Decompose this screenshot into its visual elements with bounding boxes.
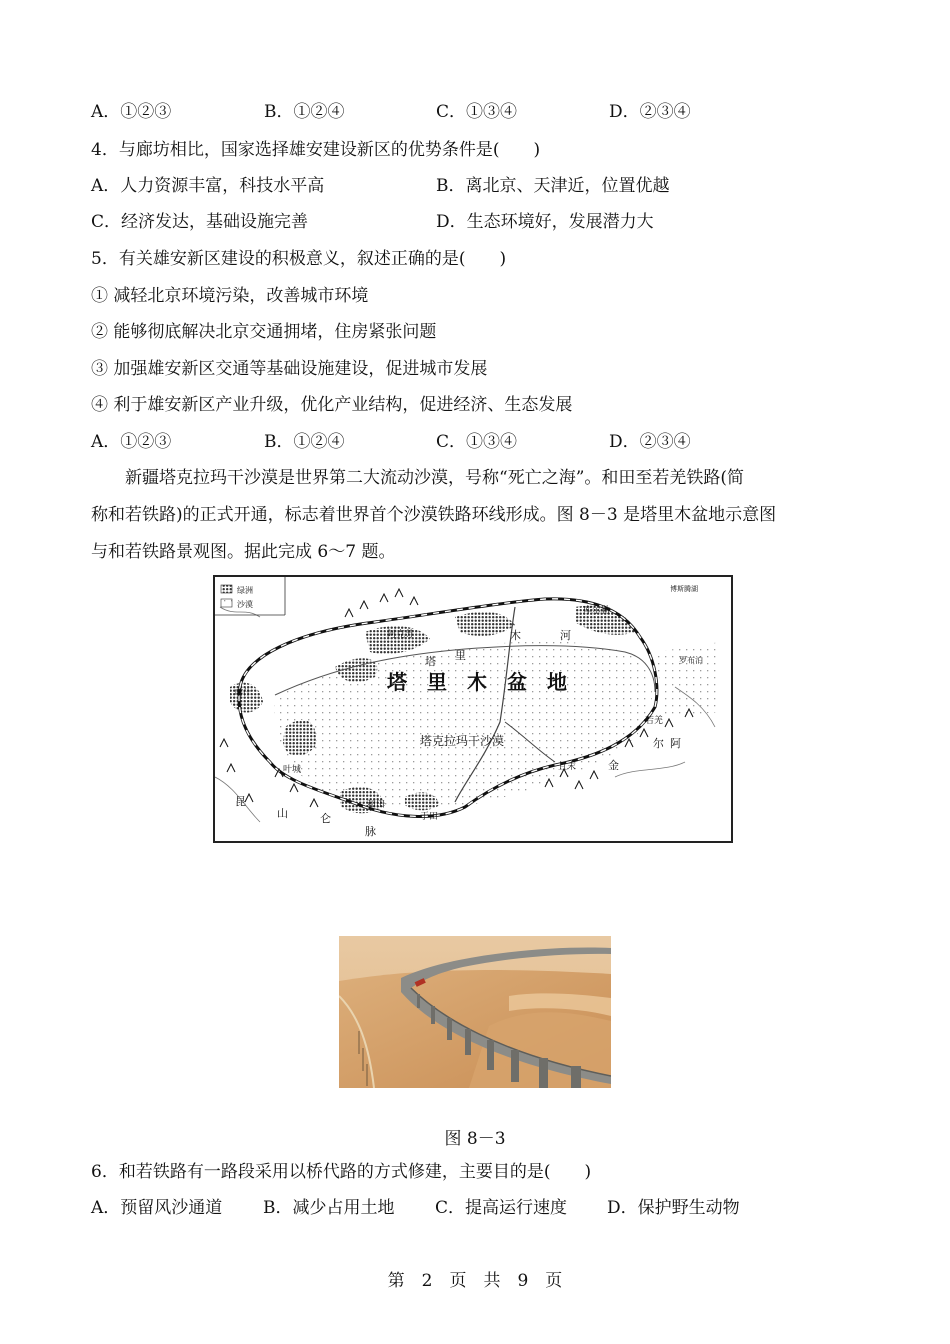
page-footer: 第 2 页 共 9 页 [387,1271,563,1291]
q4-stem: 4．与廊坊相比，国家选择雄安建设新区的优势条件是( ) [91,140,541,160]
mountain-char-er: 尔 [653,737,664,750]
mountain-char-lun: 仑 [320,812,331,825]
mountain-char-jin: 金 [608,759,619,772]
q3-option-b: B．①②④ [264,102,345,122]
mountain-char-a: 阿 [670,737,681,750]
basin-label: 塔 里 木 盆 地 [387,670,567,694]
place-qiemo: 且末 [558,762,577,772]
place-ruoqiang: 若羌 [645,716,664,726]
place-yutian: 于田 [420,812,439,822]
mountain-char-shan: 山 [277,807,288,820]
q4-option-b: B．离北京、天津近，位置优越 [436,176,670,196]
intro-line-2: 称和若铁路)的正式开通，标志着世界首个沙漠铁路环线形成。图 8－3 是塔里木盆地示意图 [91,505,777,525]
mountain-char-kun: 昆 [235,795,246,808]
place-lop-nur: 罗布泊 [679,656,703,665]
figure-caption: 图 8－3 [444,1129,506,1149]
q5-item-1: ① 减轻北京环境污染，改善城市环境 [91,286,369,306]
q6-stem: 6．和若铁路有一路段采用以桥代路的方式修建，主要目的是( ) [91,1162,592,1182]
q6-option-d: D．保护野生动物 [607,1198,740,1218]
tarim-basin-map [213,575,733,843]
q4-option-d: D．生态环境好，发展潜力大 [436,212,654,232]
place-hotan: 和田 [367,800,386,810]
oasis-north [455,612,515,636]
q5-option-c: C．①③④ [436,432,518,452]
river-char-0: 塔 [425,655,436,668]
q6-option-a: A．预留风沙通道 [91,1198,223,1218]
intro-paragraph [91,460,861,571]
q4-option-a: A．人力资源丰富，科技水平高 [91,176,325,196]
q6-option-b: B．减少占用土地 [263,1198,395,1218]
q3-option-c: C．①③④ [436,102,518,122]
q3-option-d: D．②③④ [609,102,691,122]
q5-item-3: ③ 加强雄安新区交通等基础设施建设，促进城市发展 [91,359,488,379]
q5-item-4: ④ 利于雄安新区产业升级，优化产业结构，促进经济、生态发展 [91,395,573,415]
q4-option-c: C．经济发达，基础设施完善 [91,212,309,232]
place-bosten-lake: 博斯腾湖 [670,585,698,593]
q5-option-d: D．②③④ [609,432,691,452]
mountain-char-mai: 脉 [365,825,376,838]
map-legend [215,577,285,615]
q5-stem: 5．有关雄安新区建设的积极意义，叙述正确的是( ) [91,249,507,269]
desert-east [655,642,720,717]
q5-item-2: ② 能够彻底解决北京交通拥堵，住房紧张问题 [91,322,437,342]
river-char-3: 河 [560,629,571,642]
desert-label: 塔克拉玛干沙漠 [420,734,505,748]
legend-desert-label: 沙漠 [237,600,253,609]
place-korla: 库尔勒 [583,606,611,616]
river-char-2: 木 [510,629,521,642]
place-kashgar: 喀什 [235,688,251,697]
desert-area [274,641,652,808]
q5-option-a: A．①②③ [91,432,172,452]
q6-option-c: C．提高运行速度 [435,1198,568,1218]
intro-line-3: 与和若铁路景观图。据此完成 6～7 题。 [91,542,396,562]
legend-oasis-label: 绿洲 [237,586,253,595]
q3-option-a: A．①②③ [91,102,172,122]
place-aksu: 阿克苏 [387,630,415,640]
q5-option-b: B．①②④ [264,432,345,452]
place-yecheng: 叶城 [283,765,302,775]
river-char-1: 里 [455,649,466,662]
desert-railway-photo [339,936,611,1088]
intro-line-1: 新疆塔克拉玛干沙漠是世界第二大流动沙漠，号称“死亡之海”。和田至若羌铁路(简 [125,468,745,488]
